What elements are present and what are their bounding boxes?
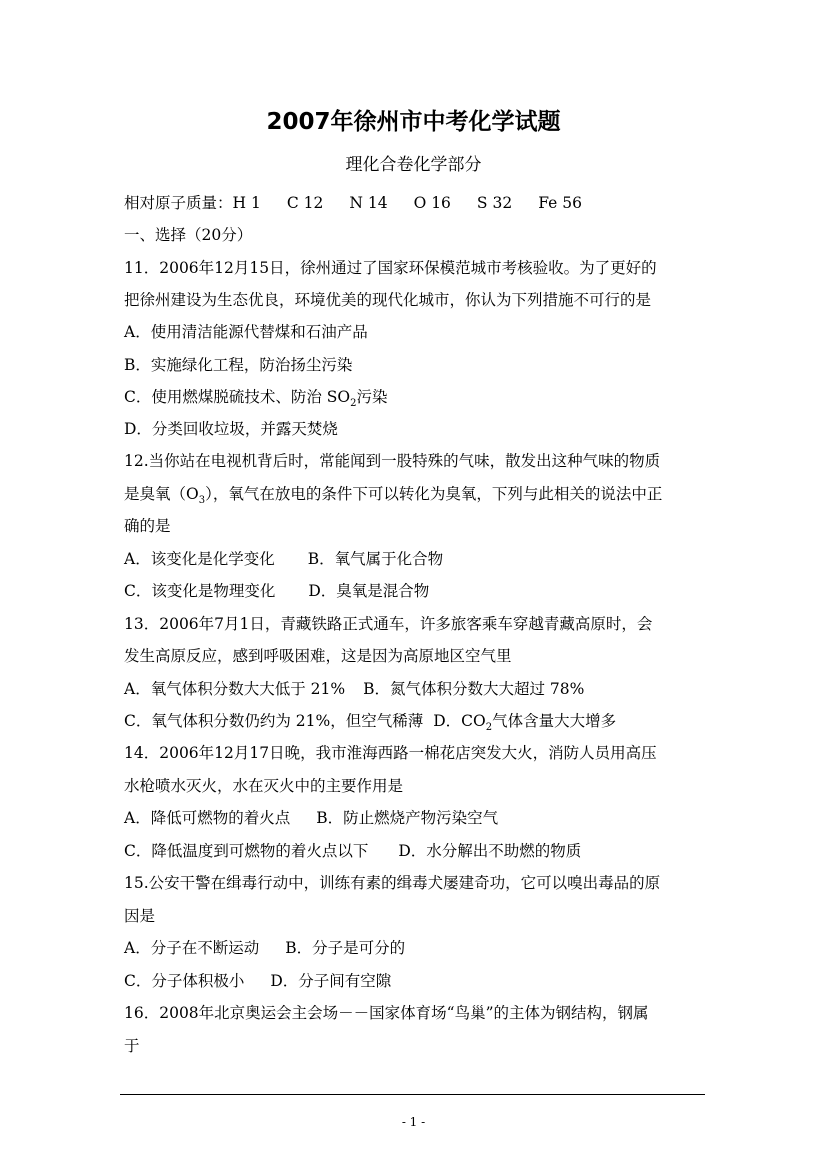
q13-options-ab: [124, 678, 584, 700]
q12-option-d: D．臭氧是混合物: [308, 582, 430, 600]
atomic-mass-n: N 14: [349, 194, 388, 212]
q12-stem-line1: 12.当你站在电视机背后时，常能闻到一股特殊的气味，散发出这种气味的物质: [124, 452, 661, 470]
q14-options-cd: [124, 840, 581, 862]
q13-stem-line1: 13．2006年7月1日，青藏铁路正式通车，许多旅客乘车穿越青藏高原时，会: [124, 615, 653, 633]
q13-option-c: C．氧气体积分数仍约为 21%，但空气稀薄: [124, 712, 424, 730]
q12-stem-line2-suffix: ），氧气在放电的条件下可以转化为臭氧，下列与此相关的说法中正: [205, 485, 663, 503]
q15-options-cd: [124, 970, 391, 992]
atomic-mass-fe: Fe 56: [538, 194, 582, 212]
q14-options-ab: [124, 807, 498, 829]
page-title: 2007年徐州市中考化学试题: [266, 109, 561, 135]
q14-stem-line1: 14．2006年12月17日晚，我市淮海西路一棉花店突发大火，消防人员用高压: [124, 744, 657, 762]
q11-stem-line1: 11．2006年12月15日，徐州通过了国家环保模范城市考核验收。为了更好的: [124, 259, 657, 277]
q14-option-c: C．降低温度到可燃物的着火点以下: [124, 842, 369, 860]
q15-option-b: B．分子是可分的: [285, 939, 406, 957]
section-heading: 一、选择（20分）: [124, 226, 253, 244]
q13-co2-subscript: 2: [485, 722, 493, 734]
q11-option-c: [124, 386, 388, 415]
q15-option-d: D．分子间有空隙: [270, 972, 392, 990]
q11-option-c-subscript: 2: [350, 398, 357, 410]
atomic-masses-label: 相对原子质量：: [124, 194, 233, 212]
atomic-mass-o: O 16: [413, 194, 451, 212]
q13-option-d-text: D．CO: [433, 712, 486, 730]
q13-option-d-suffix: 气体含量大大增多: [492, 712, 617, 730]
q13-option-a: A．氧气体积分数大大低于 21%: [124, 680, 346, 698]
atomic-mass-c: C 12: [286, 194, 324, 212]
q12-options-ab: [124, 548, 443, 570]
q13-option-b: B．氮气体积分数大大超过 78%: [363, 680, 585, 698]
q14-option-b: B．防止燃烧产物污染空气: [316, 809, 499, 827]
atomic-mass-s: S 32: [476, 194, 513, 212]
q13-options-cd: [124, 710, 616, 739]
q14-option-d: D．水分解出不助燃的物质: [398, 842, 582, 860]
atomic-mass-h: H 1: [232, 194, 261, 212]
q11-stem-line2: 把徐州建设为生态优良，环境优美的现代化城市，你认为下列措施不可行的是: [124, 291, 652, 309]
q12-option-b: B．氧气属于化合物: [307, 550, 444, 568]
q13-stem-line2: 发生高原反应，感到呼吸困难，这是因为高原地区空气里: [124, 647, 512, 665]
q12-stem-line2-text: 是臭氧（O: [124, 485, 199, 503]
q15-stem-line1: 15.公安干警在缉毒行动中，训练有素的缉毒犬屡建奇功，它可以嗅出毒品的原: [124, 874, 661, 892]
q11-option-b: B．实施绿化工程，防治扬尘污染: [124, 356, 353, 374]
q11-option-c-suffix: 污染: [356, 388, 388, 406]
footer-divider: [120, 1094, 705, 1095]
q14-option-a: A．降低可燃物的着火点: [124, 809, 291, 827]
q12-options-cd: [124, 580, 429, 602]
q11-option-d: D．分类回收垃圾，并露天焚烧: [124, 420, 338, 438]
page-subtitle: 理化合卷化学部分: [345, 155, 482, 175]
q15-option-c: C．分子体积极小: [124, 972, 245, 990]
q12-stem-line3: 确的是: [124, 517, 171, 535]
q11-option-c-text: C．使用燃煤脱硫技术、防治 SO: [124, 388, 351, 406]
page-number: - 1 -: [401, 1115, 426, 1129]
q14-stem-line2: 水枪喷水灭火，水在灭火中的主要作用是: [124, 777, 404, 795]
q15-options-ab: [124, 937, 405, 959]
q12-option-a: A．该变化是化学变化: [124, 550, 275, 568]
q16-stem-line2: 于: [124, 1037, 140, 1055]
q16-stem-line1: 16．2008年北京奥运会主会场－－国家体育场“鸟巢”的主体为钢结构，钢属: [124, 1004, 649, 1022]
q15-option-a: A．分子在不断运动: [124, 939, 260, 957]
q12-ozone-subscript: 3: [198, 495, 206, 507]
q12-stem-line2: [124, 483, 662, 512]
q15-stem-line2: 因是: [124, 907, 156, 925]
q11-option-a: A．使用清洁能源代替煤和石油产品: [124, 323, 368, 341]
q12-option-c: C．该变化是物理变化: [124, 582, 276, 600]
atomic-masses-line: [124, 192, 582, 214]
